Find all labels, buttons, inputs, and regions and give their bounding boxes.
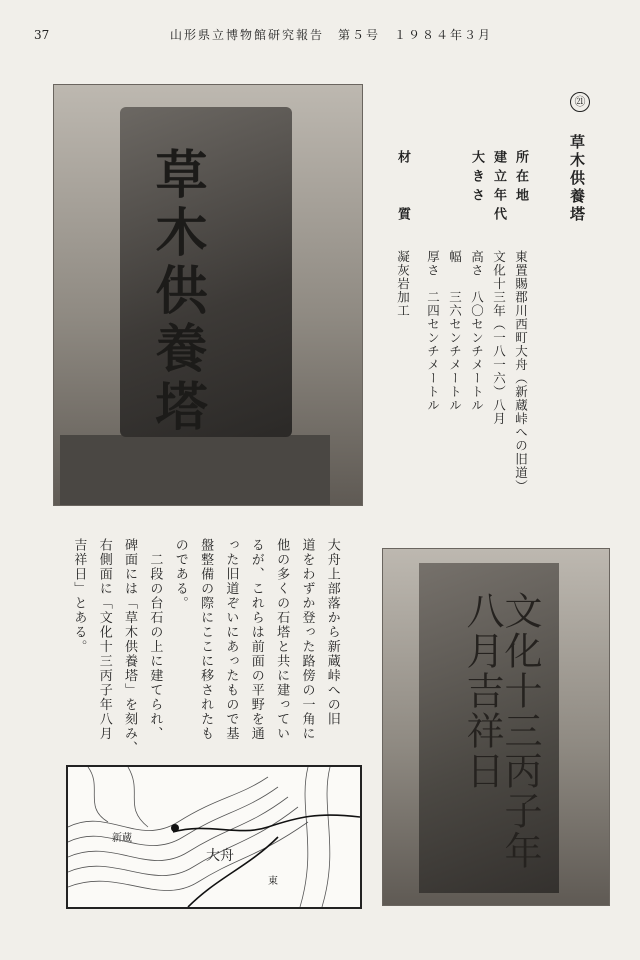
body-line: 盤整備の際にここに移されたも: [198, 538, 214, 741]
entry-number: ㉑: [570, 92, 590, 112]
height-value: 高さ 八〇センチメートル: [469, 250, 485, 412]
monument-stone-side: [419, 563, 559, 893]
location-value: 東置賜郡川西町大舟（新蔵峠への旧道）: [513, 250, 529, 493]
body-line: 碑面には「草木供養塔」を刻み、: [122, 538, 138, 756]
material-value: 凝灰岩加工: [395, 250, 411, 318]
journal-header: 山形県立博物館研究報告 第５号 １９８４年３月: [170, 28, 493, 42]
monument-stone: [120, 107, 292, 437]
body-line: った旧道ぞいにあったもので基: [223, 538, 239, 741]
map-label-shinzo: 新蔵: [112, 833, 132, 844]
size-label: 大きさ: [469, 150, 484, 207]
side-inscription: 文化十三丙子年八月吉祥日: [460, 591, 542, 871]
page-number: 37: [34, 28, 50, 42]
map-label-higashi: 東: [268, 876, 278, 887]
body-line: 他の多くの石塔と共に建ってい: [274, 538, 290, 741]
body-text: [66, 538, 345, 758]
entry-title: 草木供養塔: [568, 134, 586, 224]
body-line: 二段の台石の上に建てられ、: [147, 538, 163, 741]
body-line: 道をわずか登った路傍の一角に: [299, 538, 315, 741]
built-label: 建立年代: [491, 150, 506, 226]
front-inscription: 草木供養塔: [146, 147, 207, 437]
map-label-ofune: 大舟: [206, 848, 234, 864]
body-line: 右側面に「文化十三丙子年八月: [96, 538, 112, 741]
location-label: 所在地: [513, 150, 528, 207]
body-line: 大舟上部落から新蔵峠への旧: [324, 538, 340, 727]
stone-base: [60, 435, 330, 505]
material-label: 材 質: [395, 150, 410, 226]
width-value: 幅 三六センチメートル: [447, 250, 463, 412]
body-line: るが、これらは前面の平野を通: [248, 538, 264, 741]
built-value: 文化十三年（一八一六）八月: [491, 250, 507, 426]
monument-photo-front: [53, 84, 363, 506]
body-line: 吉祥日」とある。: [71, 538, 87, 654]
body-line: のである。: [172, 538, 188, 611]
depth-value: 厚さ 二四センチメートル: [425, 250, 441, 412]
location-map: [66, 765, 362, 909]
monument-photo-side: [382, 548, 610, 906]
